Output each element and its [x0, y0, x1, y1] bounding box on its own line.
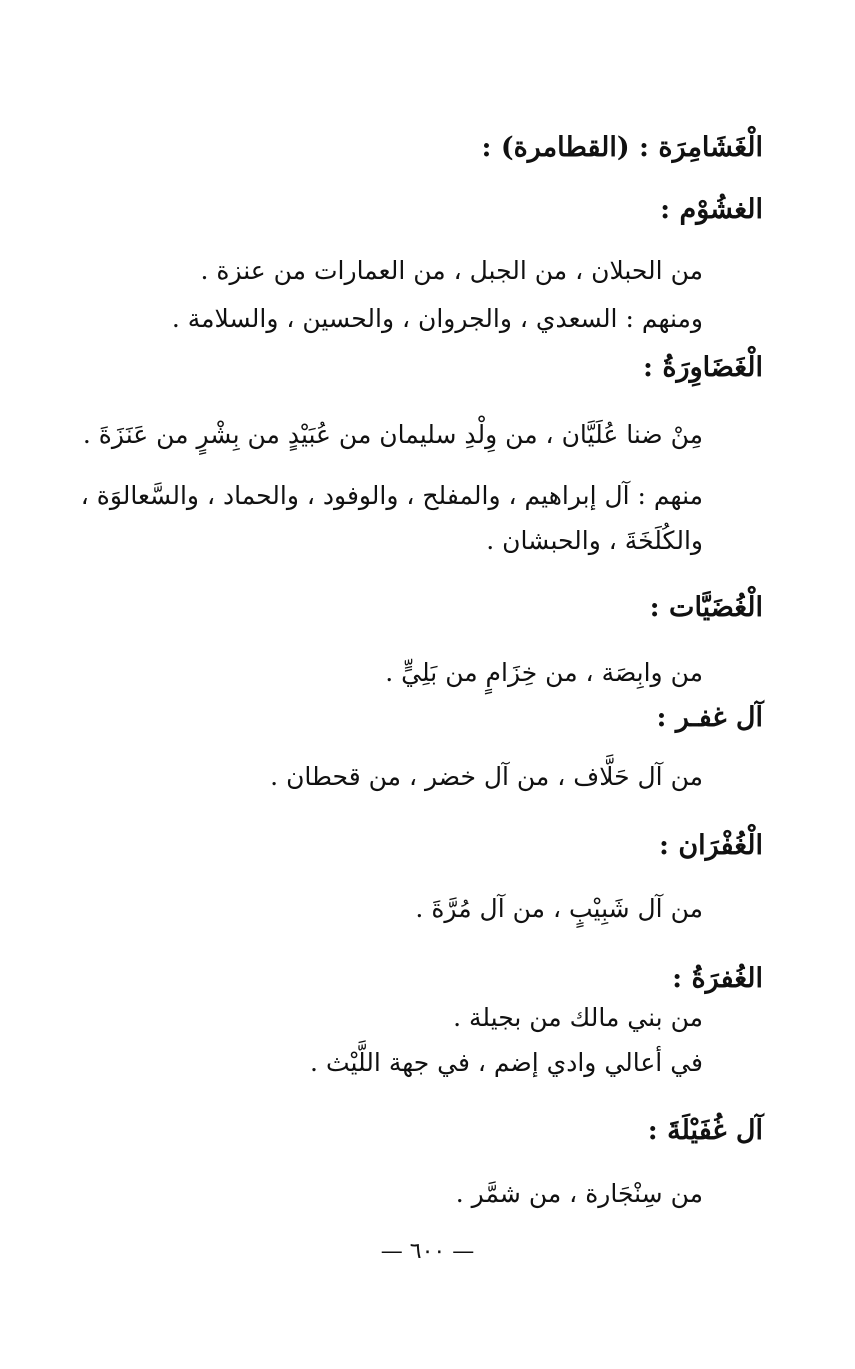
entry-text-line: من الحبلان ، من الجبل ، من العمارات من عنزة . — [200, 256, 703, 285]
entry-heading-ghashum: الغشُوْم : — [660, 194, 763, 225]
entry-text-line: منهم : آل إبراهيم ، والمفلح ، والوفود ، والحماد ، والسَّعالوَة ، — [80, 481, 703, 510]
entry-heading-ghufra: الغُفرَةُ : — [672, 963, 763, 994]
entry-heading-ghudayyat: الْغُضَيَّات : — [649, 592, 763, 623]
entry-text-line: من سِنْجَارة ، من شمَّر . — [455, 1179, 703, 1208]
page-number: — ٦٠٠ — — [380, 1239, 475, 1264]
entry-heading-ghadawira: الْغَضَاوِرَةُ : — [643, 352, 763, 383]
entry-text-line: من آل حَلَّاف ، من آل خضر ، من قحطان . — [270, 762, 703, 791]
entry-text-line: في أعالي وادي إضم ، في جهة اللَّيْث . — [310, 1048, 703, 1077]
entry-text-line: من بني مالك من بجيلة . — [453, 1003, 703, 1032]
entry-text-line: من آل شَبِيْبٍ ، من آل مُرَّةَ . — [415, 894, 703, 923]
entry-heading-ghufran: الْغُفْرَان : — [658, 830, 763, 861]
entry-text-line: مِنْ ضنا عُلَيَّان ، من وِلْدِ سليمان من عُبَيْدٍ من بِشْرٍ من عَنَزَةَ . — [82, 420, 703, 449]
entry-text-line: من وابِصَة ، من خِزَامٍ من بَلِيٍّ . — [385, 658, 703, 687]
entry-text-line: ومنهم : السعدي ، والجروان ، والحسين ، والسلامة . — [171, 304, 703, 333]
entry-heading-al-ghafr: آل غفـر : — [656, 702, 763, 733]
entry-text-line: والكُلَخَةَ ، والحبشان . — [486, 526, 703, 555]
entry-heading-al-ghufayla: آل غُفَيْلَةَ : — [647, 1115, 763, 1146]
entry-heading-ghashamira: الْغَشَامِرَة : (القطامرة) : — [481, 132, 763, 163]
